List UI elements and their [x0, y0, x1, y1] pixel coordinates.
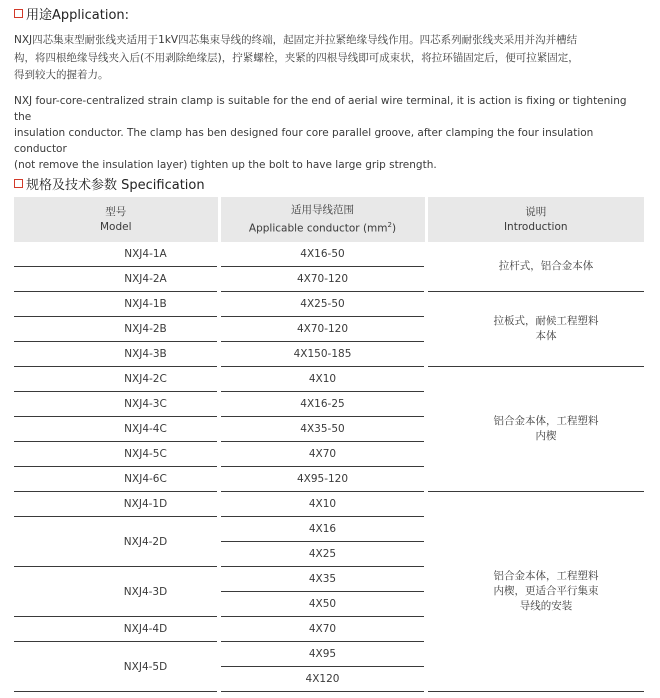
conductor-cell: 4X95-120 [219, 467, 426, 492]
header-conductor-zh: 适用导线范围 [291, 203, 354, 216]
conductor-cell: 4X70 [219, 442, 426, 467]
model-cell: NXJ4-3B [14, 342, 219, 367]
heading-marker-icon [14, 9, 23, 18]
model-cell: NXJ4-1D [14, 492, 219, 517]
header-conductor-en [221, 218, 425, 237]
introduction-text: 拉杆式，铝合金本体 [498, 260, 594, 272]
header-intro-zh: 说明 [525, 205, 547, 218]
table-row [14, 492, 644, 517]
en-line-1: NXJ four-core-centralized strain clamp is suitable for the end of aerial wire terminal, it is action is fixing or tightening the [14, 95, 627, 123]
model-cell: NXJ4-6C [14, 467, 219, 492]
application-title: 用途Application: [26, 8, 130, 23]
heading-marker-icon [14, 179, 23, 188]
en-line-3: (not remove the insulation layer) tighten up the bolt to have large grip strength. [14, 159, 437, 171]
model-cell: NXJ4-2C [14, 367, 219, 392]
table-row [14, 242, 644, 267]
zh-line-3: 得到较大的握着力。 [14, 69, 109, 81]
conductor-cell: 4X16-25 [219, 392, 426, 417]
conductor-cell: 4X70 [219, 617, 426, 642]
conductor-cell: 4X50 [219, 592, 426, 617]
application-heading [14, 4, 129, 23]
conductor-cell: 4X25 [219, 542, 426, 567]
introduction-text: 铝合金本体，工程塑料内楔，更适合平行集束导线的安装 [493, 570, 599, 612]
introduction-text: 拉板式，耐候工程塑料本体 [493, 315, 599, 342]
introduction-cell [426, 492, 644, 692]
application-text-zh [14, 32, 644, 85]
conductor-cell: 4X150-185 [219, 342, 426, 367]
model-cell: NXJ4-1A [14, 242, 219, 267]
header-conductor-unit-sup: 2 [387, 220, 392, 229]
model-cell: NXJ4-3D [14, 567, 219, 617]
conductor-cell: 4X120 [219, 667, 426, 692]
header-intro-en: Introduction [503, 220, 568, 233]
conductor-cell: 4X25-50 [219, 292, 426, 317]
conductor-cell: 4X10 [219, 367, 426, 392]
table-body [14, 242, 644, 692]
header-model-zh: 型号 [105, 205, 127, 218]
header-introduction [426, 197, 644, 242]
conductor-cell: 4X70-120 [219, 267, 426, 292]
table-row [14, 292, 644, 317]
model-cell: NXJ4-5C [14, 442, 219, 467]
header-conductor-en-text: Applicable conductor (mm [248, 222, 388, 235]
en-line-2: insulation conductor. The clamp has ben designed four core parallel groove, after clamping the four insulation conductor [14, 127, 594, 155]
model-cell: NXJ4-3C [14, 392, 219, 417]
introduction-text: 铝合金本体，工程塑料内楔 [493, 415, 599, 442]
introduction-cell [426, 292, 644, 367]
conductor-cell: 4X16 [219, 517, 426, 542]
header-conductor-close: ) [392, 222, 397, 235]
model-cell: NXJ4-2D [14, 517, 219, 567]
model-cell: NXJ4-4D [14, 617, 219, 642]
conductor-cell: 4X95 [219, 642, 426, 667]
model-cell: NXJ4-2A [14, 267, 219, 292]
zh-line-1: NXJ四芯集束型耐张线夹适用于1kV四芯集束导线的终端，起固定并拉紧绝缘导线作用。四芯系列耐张线夹采用并沟并槽结 [14, 34, 578, 46]
header-conductor [219, 197, 426, 242]
introduction-cell [426, 367, 644, 492]
conductor-cell: 4X10 [219, 492, 426, 517]
conductor-cell: 4X16-50 [219, 242, 426, 267]
model-cell: NXJ4-2B [14, 317, 219, 342]
application-text-en [14, 93, 644, 173]
table-header-row [14, 197, 644, 242]
model-cell: NXJ4-4C [14, 417, 219, 442]
header-model [14, 197, 219, 242]
specification-table [14, 197, 644, 692]
table-row [14, 367, 644, 392]
model-cell: NXJ4-1B [14, 292, 219, 317]
conductor-cell: 4X35 [219, 567, 426, 592]
specification-title: 规格及技术参数 Specification [26, 178, 205, 193]
introduction-cell [426, 242, 644, 292]
specification-heading [14, 174, 205, 193]
model-cell: NXJ4-5D [14, 642, 219, 692]
conductor-cell: 4X70-120 [219, 317, 426, 342]
conductor-cell: 4X35-50 [219, 417, 426, 442]
header-model-en: Model [99, 220, 132, 233]
zh-line-2: 构，将四根绝缘导线夹入后(不用剥除绝缘层)，拧紧螺栓，夹紧的四根导线即可成束状，将拉环锚固定后，便可拉紧固定， [14, 51, 579, 64]
